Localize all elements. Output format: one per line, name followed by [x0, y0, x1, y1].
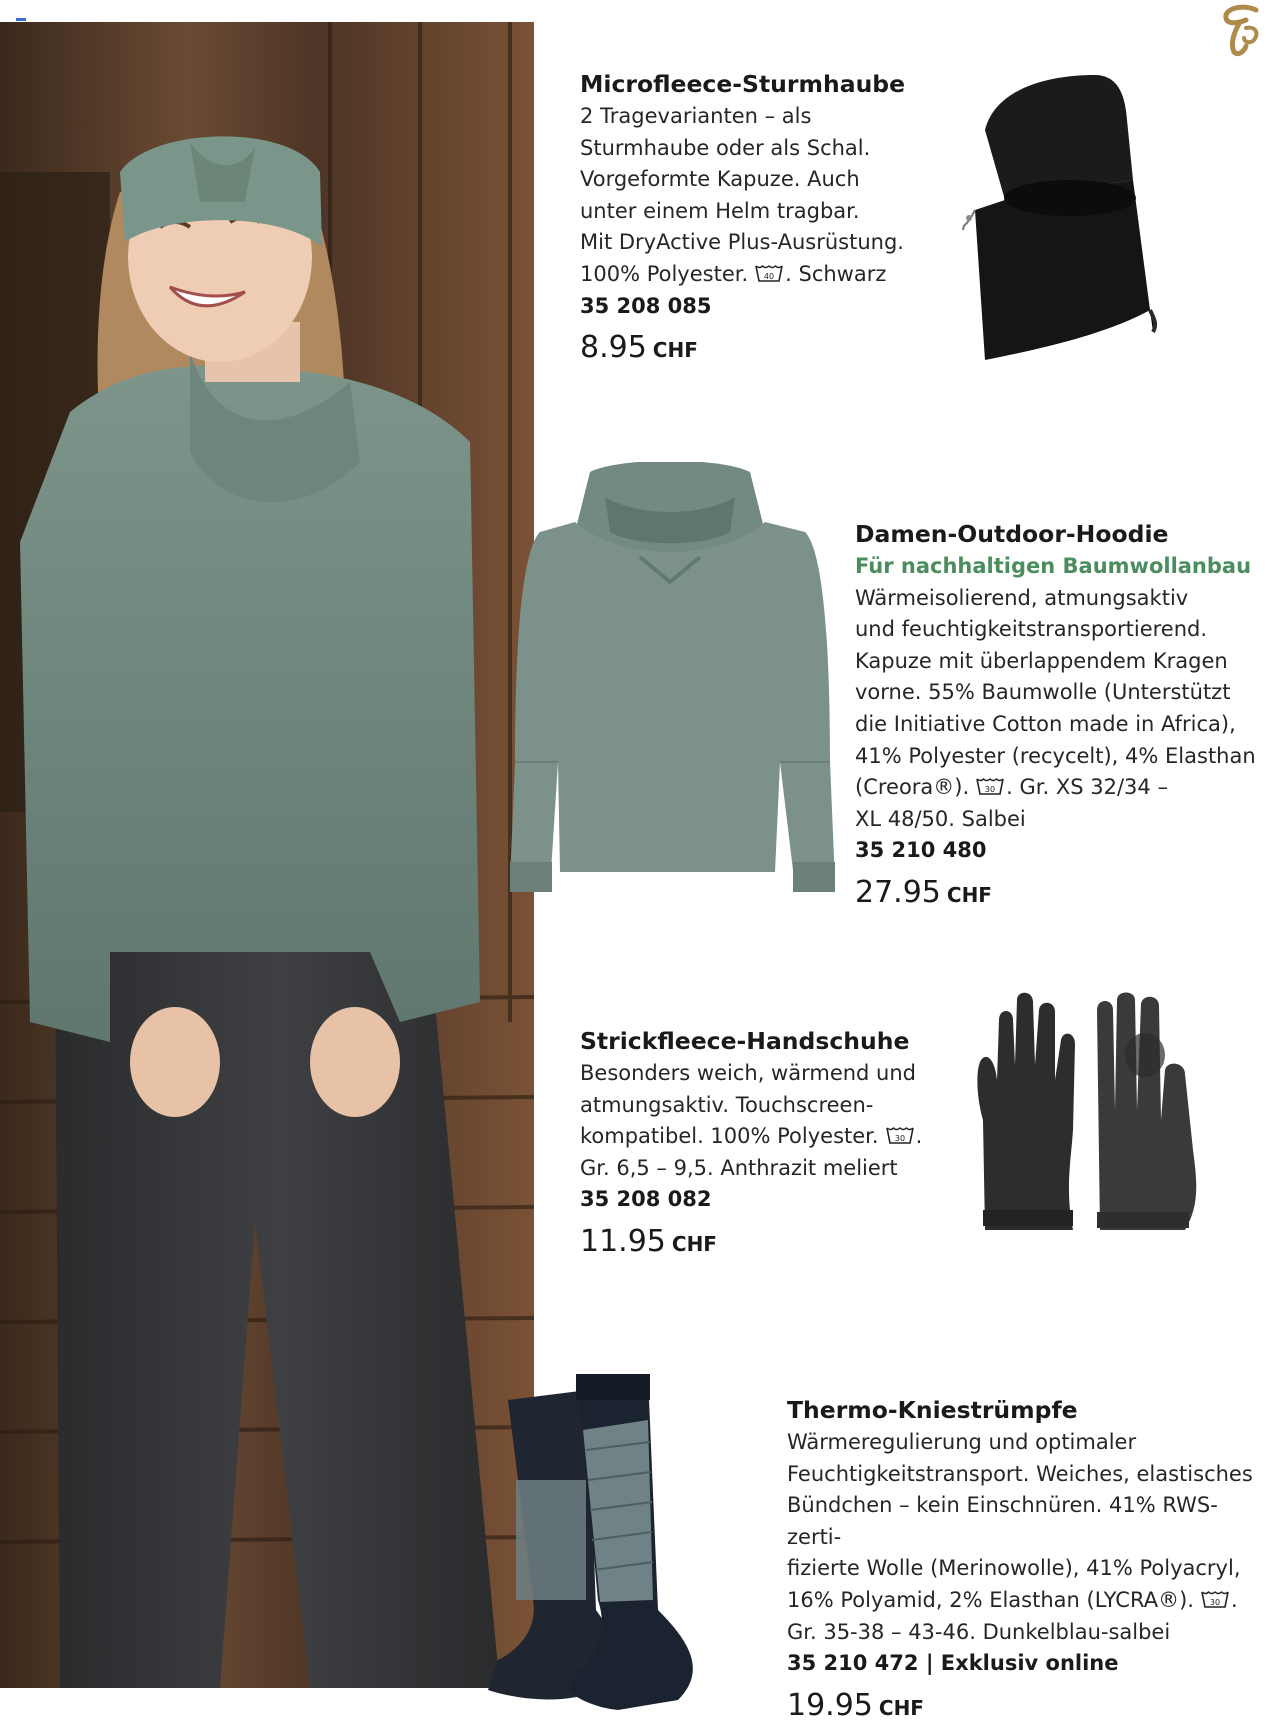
product-sku: 35 210 480	[855, 838, 987, 863]
wash-care-icon	[885, 1125, 915, 1145]
page-marker	[16, 18, 26, 21]
product-title: Damen-Outdoor-Hoodie	[855, 520, 1169, 548]
price-value: 11.95	[580, 1223, 666, 1259]
product-socks	[787, 1394, 1267, 1726]
wash-care-temp: 40	[764, 271, 775, 281]
wash-care-icon	[754, 263, 784, 283]
product-description: Besonders weich, wärmend und atmungsaktiv. Touchscreen- kompatibel. 100% Polyester. 30 . Gr. 6,5 – 9,5. Anthrazit meliert	[580, 1061, 923, 1180]
product-price	[855, 875, 1275, 913]
product-sku: 35 208 085	[580, 293, 712, 318]
brand-logo-icon	[1216, 2, 1266, 58]
wash-care-temp: 30	[985, 785, 996, 795]
balaclava-image	[945, 70, 1225, 370]
wash-care-temp: 30	[894, 1134, 905, 1144]
product-description: Wärmeisolierend, atmungsaktiv und feuchtigkeitstransportierend. Kapuze mit überlappendem Kragen vorne. 55% Baumwolle (Unterstützt die Initiative Cotton made in Africa), 41% Polyester (recycelt), 4% Elasthan (Creora®). 30 . Gr. XS 32/34 – XL 48/50. Salbei	[855, 585, 1256, 831]
product-sku: 35 208 082	[580, 1187, 712, 1212]
product-title: Thermo-Kniestrümpfe	[787, 1396, 1078, 1424]
socks-image	[478, 1370, 763, 1710]
product-price	[787, 1688, 1267, 1726]
price-value: 19.95	[787, 1687, 873, 1723]
product-price	[580, 330, 960, 368]
price-currency: CHF	[878, 1695, 924, 1720]
wash-care-icon	[1200, 1589, 1230, 1609]
product-title: Microfleece-Sturmhaube	[580, 70, 906, 98]
price-currency: CHF	[671, 1231, 717, 1256]
gloves-image	[975, 990, 1220, 1230]
product-hoodie	[855, 518, 1275, 913]
product-description: 2 Tragevarianten – als Sturmhaube oder als Schal. Vorgeformte Kapuze. Auch unter einem Helm tragbar. Mit DryActive Plus-Ausrüstung. 100% Polyester. 40 . Schwarz	[580, 104, 904, 286]
product-description: Wärmeregulierung und optimaler Feuchtigkeitstransport. Weiches, elastisches Bündchen – kein Einschnüren. 41% RWS-zerti- fizierte Wolle (Merinowolle), 41% Polyacryl, 16% Polyamid, 2% Elasthan (LYCRA®). 30 . Gr. 35-38 – 43-46. Dunkelblau-salbei	[787, 1430, 1253, 1644]
hoodie-image	[510, 462, 835, 942]
price-currency: CHF	[946, 882, 992, 907]
wash-care-icon	[975, 776, 1005, 796]
product-balaclava	[580, 68, 960, 368]
wash-care-temp: 30	[1209, 1597, 1221, 1607]
price-value: 8.95	[580, 330, 647, 366]
product-title: Strickfleece-Handschuhe	[580, 1027, 910, 1055]
product-subtitle: Für nachhaltigen Baumwollanbau	[855, 554, 1252, 578]
price-currency: CHF	[652, 338, 698, 363]
model-photo	[0, 22, 534, 1688]
price-value: 27.95	[855, 874, 941, 910]
product-sku: 35 210 472 | Exklusiv online	[787, 1651, 1119, 1676]
product-gloves	[580, 1025, 960, 1262]
product-price	[580, 1224, 960, 1262]
